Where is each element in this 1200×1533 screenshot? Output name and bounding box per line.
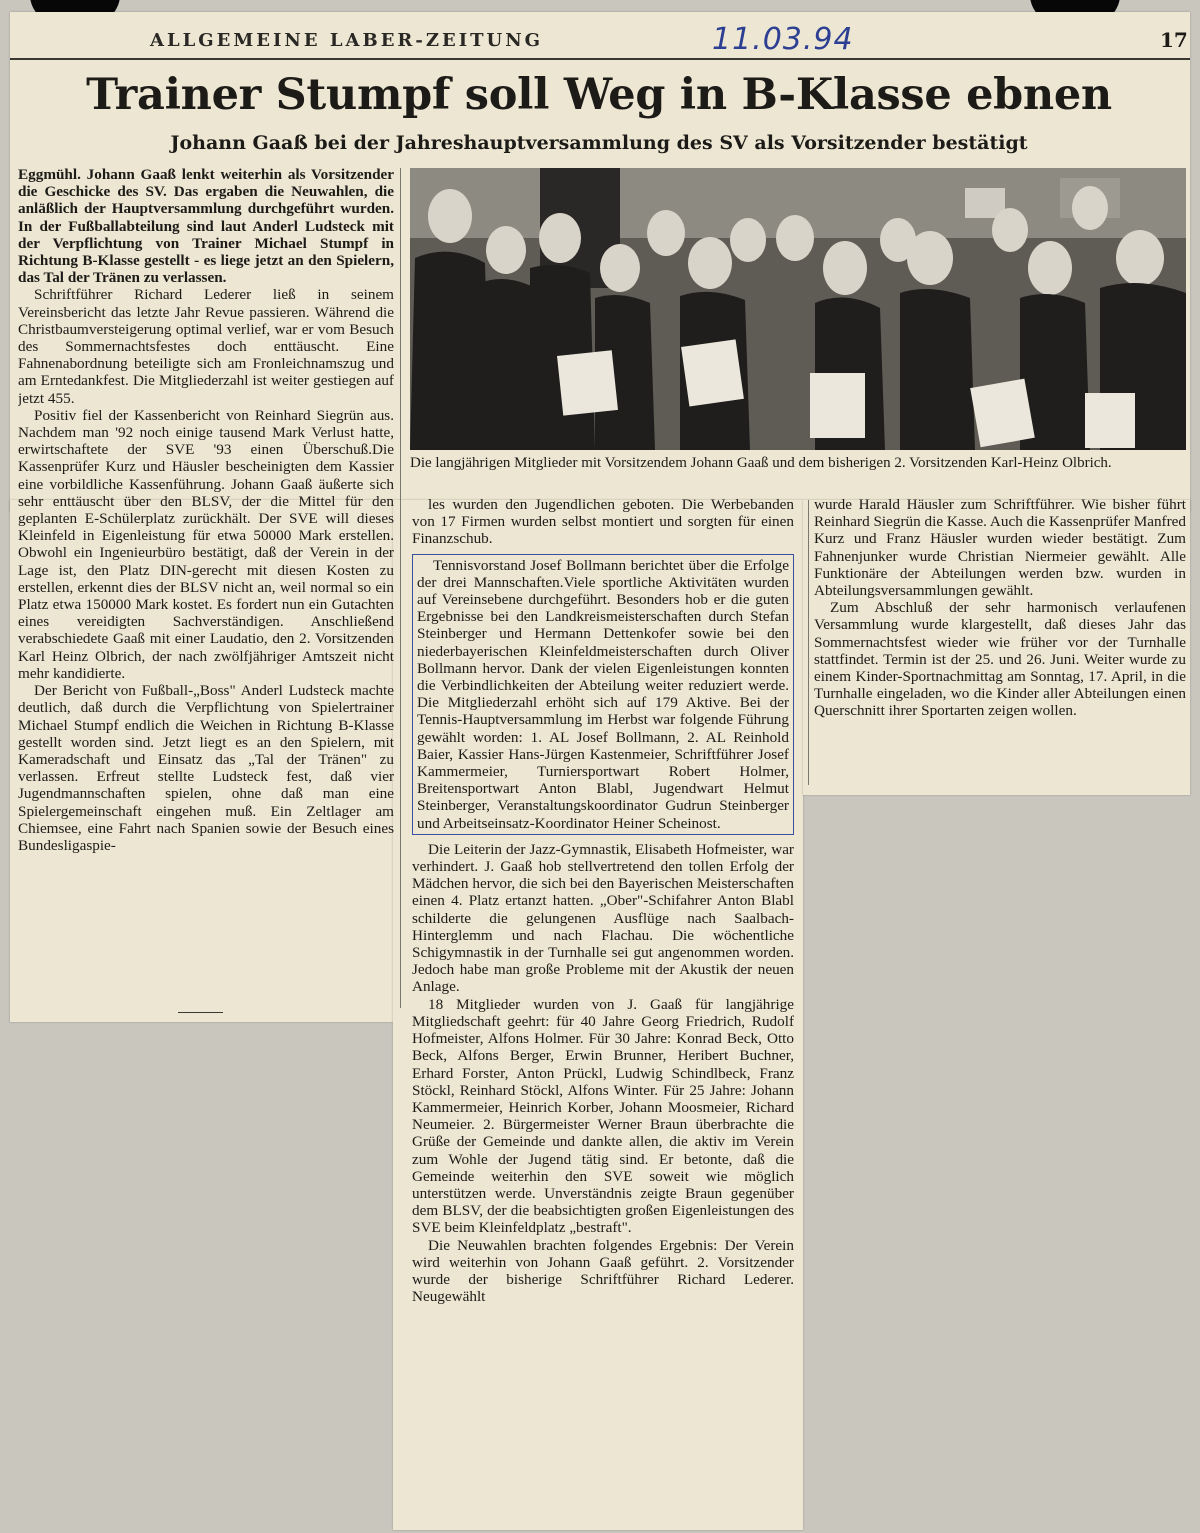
article-column-3 <box>814 496 1186 786</box>
tennis-section-marker <box>412 554 794 835</box>
page-number: 17 <box>1160 28 1188 52</box>
masthead-rule <box>10 58 1190 60</box>
article-paragraph: wurde Harald Häusler zum Schriftführer. Wie bisher führt Reinhard Siegrün die Kasse. Auch die Kassenprüfer Manfred Kurz und Franz Häusler wurden wieder bestätigt. Zum Fahnenjunker wurde Christian Niermeier gewählt. Alle Funktionäre der Abteilungen werden bzw. wurden in Abteilungsversammlungen gewählt. <box>814 496 1186 600</box>
article-paragraph: les wurden den Jugendlichen geboten. Die Werbebanden von 17 Firmen wurden selbst montiert und sorgten für einen Finanzschub. <box>412 496 794 548</box>
article-paragraph: Die Neuwahlen brachten folgendes Ergebnis: Der Verein wird weiterhin von Johann Gaaß geführt. 2. Vorsitzender wurde der bisherige Schriftführer Richard Lederer. Neugewählt <box>412 1236 794 1306</box>
subheadline: Johann Gaaß bei der Jahreshauptversammlung des SV als Vorsitzender bestätigt <box>170 132 1028 154</box>
article-column-1 <box>18 166 394 996</box>
article-paragraph: Schriftführer Richard Lederer ließ in seinem Vereinsbericht das letzte Jahr Revue passieren. Während die Christbaumversteigerung optimal verlief, war er vom Besuch des Sommernachtsfestes doch enttäuscht. Eine Fahnenabordnung beteiligte sich am Fronleichnamszug und am Erntedankfest. Die Mitgliederzahl ist weiter gestiegen auf jetzt 455. <box>18 286 394 407</box>
end-rule <box>178 1012 223 1013</box>
newspaper-masthead: ALLGEMEINE LABER-ZEITUNG <box>150 30 544 51</box>
article-column-2 <box>412 496 794 1526</box>
article-paragraph: Zum Abschluß der sehr harmonisch verlaufenen Versammlung wurde klargestellt, daß dieses Jahr das Sommernachtsfest wieder wie früher vor der Turnhalle stattfindet. Termin ist der 25. und 26. Juni. Weiter wurde zu einem Kinder-Sportnachmittag am Sonntag, 17. April, in die Turnhalle eingeladen, wo die Kinder aller Abteilungen einen Querschnitt ihrer Sportarten zeigen wollen. <box>814 599 1186 720</box>
column-divider-1 <box>400 168 401 1008</box>
article-paragraph: Tennisvorstand Josef Bollmann berichtet über die Erfolge der drei Mannschaften.Viele sportliche Aktivitäten wurden auf Vereinsebene durchgeführt. Besonders hob er die guten Ergebnisse bei den Landkreismeisterschaften durch Stefan Steinberger und Hermann Dettenkofer sowie bei den niederbayerischen Kleinfeldmeisterschaften durch Oliver Bollmann hervor. Dank der vielen Eigenleistungen konnten die Verbindlichkeiten der Abteilung weiter reduziert werde. Die Mitgliederzahl erhöht sich auf 179 Aktive. Bei der Tennis-Hauptversammlung im Herbst war folgende Führung gewählt worden: 1. AL Josef Bollmann, 2. AL Reinhold Baier, Kassier Hans-Jürgen Kastenmeier, Schriftführer Josef Kammermeier, Turniersportwart Robert Holmer, Breitensportwart Anton Blabl, Jugendwart Helmut Steinberger, Veranstaltungskoordinator Gudrun Steinberger und Arbeitseinsatz-Koordinator Heiner Scheinost. <box>417 556 789 832</box>
column-divider-2 <box>808 500 809 785</box>
article-paragraph: Positiv fiel der Kassenbericht von Reinhard Siegrün aus. Nachdem man '92 noch einige tausend Mark Verlust hatte, erwirtschaftete der SVE '93 einen Überschuß.Die Kassenprüfer Kurz und Häusler bescheinigten dem Kassier eine vorbildliche Kassenführung. Johann Gaaß äußerte sich sehr enttäuscht über den BLSV, der die Mittel für den geplanten E-Schülerplatz zurückhält. Der SVE will dieses Kleinfeld in Eigenleistung für etwa 50000 Mark erstellen. Obwohl ein Ingenieurbüro bestätigt, daß der Verein in der Lage ist, den Platz DIN-gerecht mit diesen Kosten zu erstellen, erkennt dies der BLSV nicht an, weil normal so ein Platz etwa 150000 Mark kostet. Es fordert nun ein Gutachten eines vereidigten Sachverständigen. Anschließend verabschiedete Gaaß mit einer Laudatio, den 2. Vorsitzenden Karl Heinz Olbrich, der nach zwölfjähriger Amtszeit nicht mehr kandidierte. <box>18 406 394 682</box>
headline: Trainer Stumpf soll Weg in B-Klasse ebnen <box>86 70 1112 120</box>
article-paragraph: 18 Mitglieder wurden von J. Gaaß für langjährige Mitgliedschaft geehrt: für 40 Jahre Georg Friedrich, Rudolf Hofmeister, Alfons Holmer. Für 30 Jahre: Konrad Beck, Otto Beck, Alfons Berger, Erwin Brunner, Heribert Buchner, Erhard Forster, Anton Prückl, Ludwig Schindlbeck, Franz Stöckl, Reinhard Stöckl, Alfons Winter. Für 25 Jahre: Johann Kammermeier, Heinrich Korber, Johann Moosmeier, Richard Neumeier. 2. Bürgermeister Werner Braun überbrachte die Grüße der Gemeinde und dankte allen, die aktiv im Verein zum Wohle der Jugend tätig sind. Er betonte, daß die Gemeinde weiterhin den SVE soweit wie möglich unterstützen werde. Unverständnis zeigte Braun gegenüber dem BLSV, der die beabsichtigten großen Eigenleistungen des SVE beim Kleinfeldplatz „bestraft". <box>412 995 794 1237</box>
handwritten-date: 11.03.94 <box>712 22 854 57</box>
group-photo <box>410 168 1186 450</box>
photo-caption: Die langjährigen Mitglieder mit Vorsitzendem Johann Gaaß und dem bisherigen 2. Vorsitzenden Karl-Heinz Olbrich. <box>410 455 1112 471</box>
article-paragraph: Die Leiterin der Jazz-Gymnastik, Elisabeth Hofmeister, war verhindert. J. Gaaß hob stellvertretend den tollen Erfolg der Mädchen hervor, die sich bei den Bayerischen Meisterschaften einen 4. Platz ertanzt hatten. „Ober"-Schifahrer Anton Blabl schilderte die gelungenen Ausflüge nach Saalbach-Hinterglemm und nach Flachau. Die wöchentliche Schigymnastik in der Turnhalle sei gut angenommen worden. Jedoch habe man große Probleme mit der Akustik der neuen Anlage. <box>412 840 794 996</box>
article-lead-paragraph: Eggmühl. Johann Gaaß lenkt weiterhin als Vorsitzender die Geschicke des SV. Das ergaben die Neuwahlen, die anläßlich der Hauptversammlung durchgeführt wurden. In der Fußballabteilung sind laut Anderl Ludsteck mit der Verpflichtung von Trainer Michael Stumpf in Richtung B-Klasse gestellt - es liege jetzt an den Spielern, das Tal der Tränen zu verlassen. <box>18 166 394 287</box>
article-paragraph: Der Bericht von Fußball-„Boss" Anderl Ludsteck machte deutlich, daß durch die Verpflichtung von Spielertrainer Michael Stumpf endlich die Weichen in Richtung B-Klasse gestellt worden sind. Jetzt liegt es an den Spielern, mit Kameradschaft und Einsatz das „Tal der Tränen" zu verlassen. Erfreut stellte Ludsteck fest, daß vier Jugendmannschaften spielen, ohne daß man eine Spielergemeinschaft eingehen muß. Ein Zeltlager am Chiemsee, eine Fahrt nach Spanien sowie der Besuch eines Bundesligaspie- <box>18 682 394 854</box>
group-photo-illustration <box>410 168 1186 450</box>
